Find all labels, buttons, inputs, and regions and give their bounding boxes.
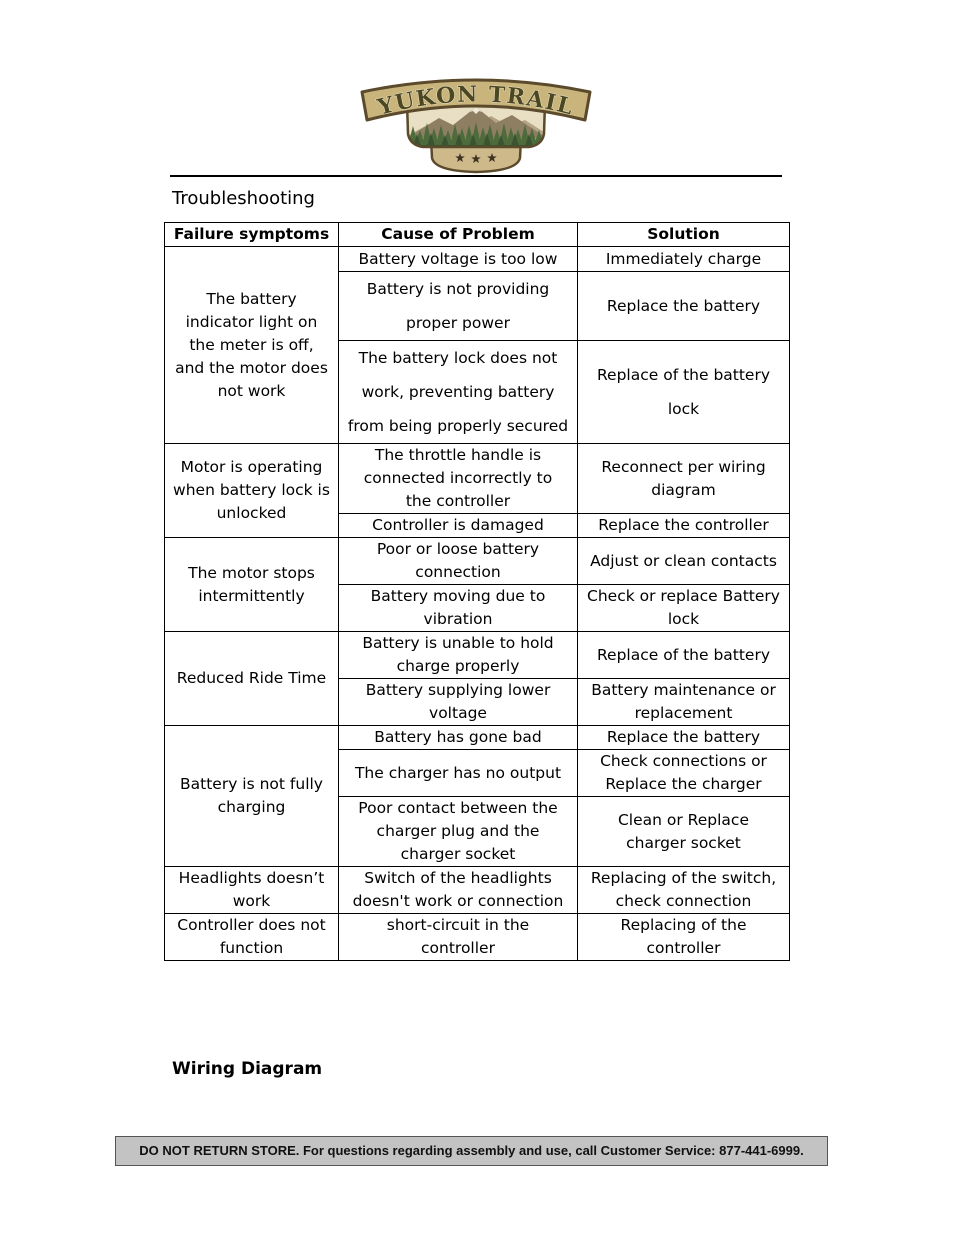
solution-cell: Check or replace Battery lock bbox=[578, 585, 790, 632]
logo-front-trees bbox=[413, 133, 533, 146]
solution-cell: Check connections or Replace the charger bbox=[578, 750, 790, 797]
troubleshooting-table bbox=[164, 222, 790, 961]
footer-notice: DO NOT RETURN STORE. For questions regarding assembly and use, call Customer Service: 877-441-6999. bbox=[139, 1143, 804, 1158]
solution-cell: Replacing of the switch, check connection bbox=[578, 867, 790, 914]
logo-wordmark: YUKON TRAIL bbox=[375, 81, 577, 121]
symptom-cell: Headlights doesn’t work bbox=[165, 867, 339, 914]
wiring-diagram-title: Wiring Diagram bbox=[172, 1059, 323, 1079]
solution-cell: Reconnect per wiring diagram bbox=[578, 444, 790, 514]
yukon-trail-logo bbox=[359, 78, 593, 174]
solution-cell: Replacing of the controller bbox=[578, 914, 790, 961]
table-header-row bbox=[165, 223, 790, 247]
cause-cell: The charger has no output bbox=[339, 750, 578, 797]
header-solution: Solution bbox=[578, 223, 790, 247]
cause-cell: Poor or loose battery connection bbox=[339, 538, 578, 585]
table-row bbox=[165, 247, 790, 272]
symptom-cell: The battery indicator light on the meter is off, and the motor does not work bbox=[165, 247, 339, 444]
cause-cell: Battery has gone bad bbox=[339, 726, 578, 750]
cause-cell: short-circuit in the controller bbox=[339, 914, 578, 961]
cause-cell: The throttle handle is connected incorrectly to the controller bbox=[339, 444, 578, 514]
cause-cell: Poor contact between the charger plug and the charger socket bbox=[339, 797, 578, 867]
cause-cell: Battery moving due to vibration bbox=[339, 585, 578, 632]
cause-cell: Switch of the headlights doesn't work or connection bbox=[339, 867, 578, 914]
solution-cell: Replace the controller bbox=[578, 514, 790, 538]
solution-cell: Immediately charge bbox=[578, 247, 790, 272]
table-row bbox=[165, 632, 790, 679]
header-failure-symptoms: Failure symptoms bbox=[165, 223, 339, 247]
symptom-cell: Reduced Ride Time bbox=[165, 632, 339, 726]
table-row bbox=[165, 914, 790, 961]
cause-cell: Battery is unable to hold charge properly bbox=[339, 632, 578, 679]
cause-cell: The battery lock does not work, preventing battery from being properly secured bbox=[339, 341, 578, 444]
cause-cell: Battery is not providing proper power bbox=[339, 272, 578, 341]
solution-cell: Clean or Replace charger socket bbox=[578, 797, 790, 867]
cause-cell: Battery supplying lower voltage bbox=[339, 679, 578, 726]
solution-cell: Adjust or clean contacts bbox=[578, 538, 790, 585]
table-row bbox=[165, 538, 790, 585]
solution-cell: Replace of the battery bbox=[578, 632, 790, 679]
table-row bbox=[165, 867, 790, 914]
footer-notice-box bbox=[115, 1136, 828, 1166]
cause-cell: Battery voltage is too low bbox=[339, 247, 578, 272]
solution-cell: Replace the battery bbox=[578, 726, 790, 750]
solution-cell: Replace the battery bbox=[578, 272, 790, 341]
symptom-cell: Battery is not fully charging bbox=[165, 726, 339, 867]
solution-cell: Battery maintenance or replacement bbox=[578, 679, 790, 726]
symptom-cell: Motor is operating when battery lock is unlocked bbox=[165, 444, 339, 538]
table-row bbox=[165, 444, 790, 514]
header-cause-of-problem: Cause of Problem bbox=[339, 223, 578, 247]
troubleshooting-title: Troubleshooting bbox=[172, 188, 315, 209]
symptom-cell: Controller does not function bbox=[165, 914, 339, 961]
symptom-cell: The motor stops intermittently bbox=[165, 538, 339, 632]
header-divider bbox=[170, 175, 782, 177]
table-row bbox=[165, 726, 790, 750]
solution-cell: Replace of the battery lock bbox=[578, 341, 790, 444]
cause-cell: Controller is damaged bbox=[339, 514, 578, 538]
